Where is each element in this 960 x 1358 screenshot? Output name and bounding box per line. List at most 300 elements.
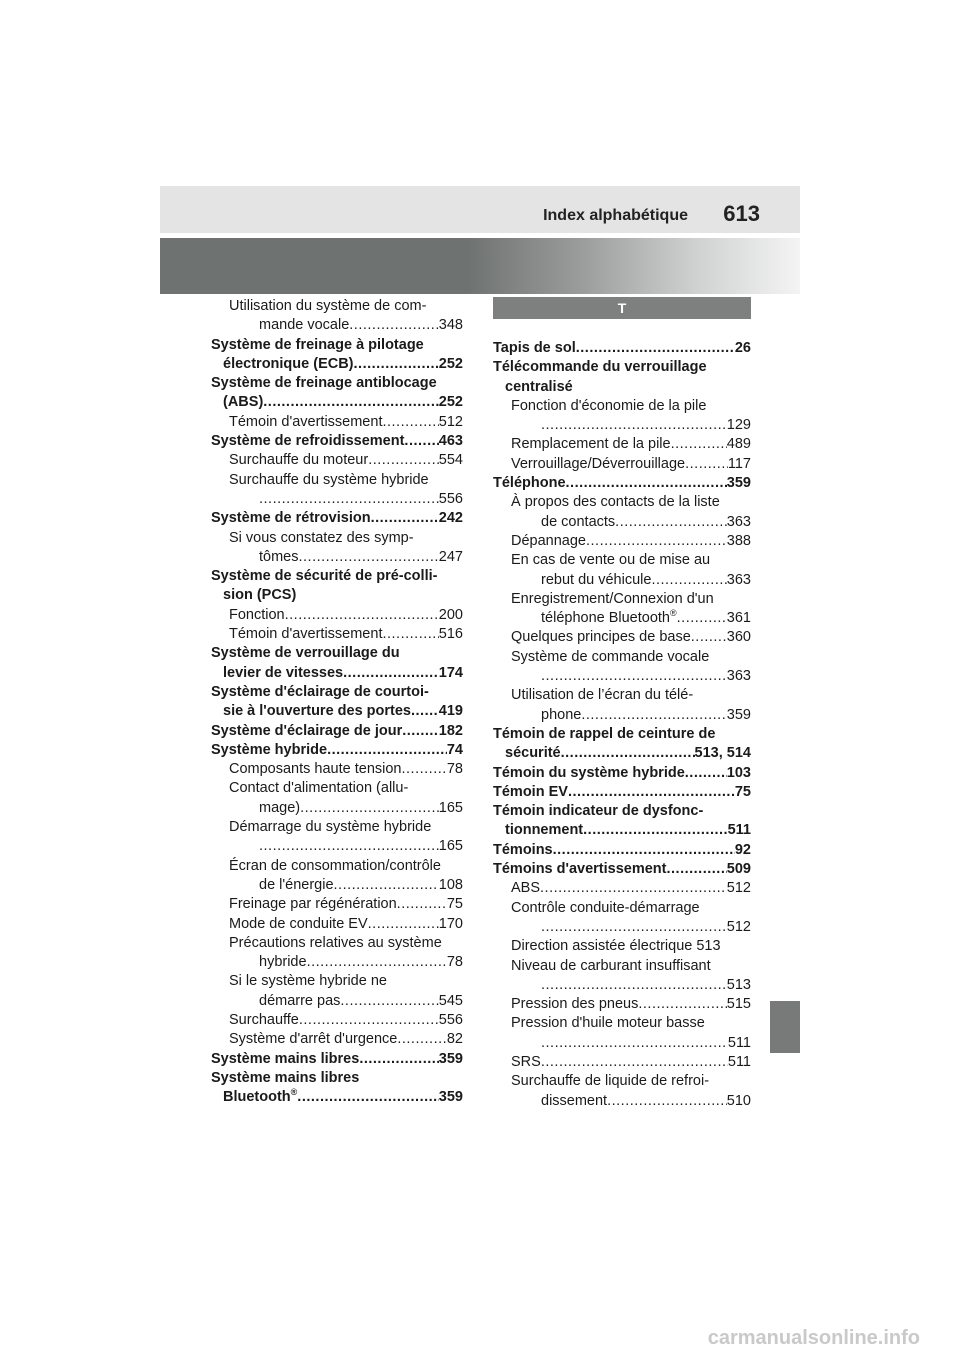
- entry-page: 174: [438, 664, 463, 681]
- index-entry: [493, 1072, 751, 1111]
- entry-page: 512: [438, 413, 463, 430]
- entry-term-line: Enregistrement/Connexion d'un: [511, 590, 714, 607]
- entry-term: Témoins d'avertissement: [493, 861, 667, 878]
- entry-term-line: Précautions relatives au système: [229, 934, 442, 951]
- entry-page: 388: [726, 532, 751, 549]
- entry-term-line: Écran de consommation/contrôle: [229, 857, 441, 874]
- entry-term-last: [223, 393, 263, 412]
- entry-page: 170: [438, 915, 463, 932]
- index-entry-row: [229, 606, 463, 625]
- index-entry: [211, 336, 463, 375]
- entry-term: Direction assistée électrique 513: [511, 938, 721, 955]
- dot-leader: [541, 918, 727, 937]
- index-entry-row: [511, 667, 751, 686]
- index-entry: [493, 1053, 751, 1072]
- index-entry-row: [511, 571, 751, 590]
- index-entry-row: [493, 764, 751, 783]
- entry-page: 359: [438, 1050, 463, 1067]
- dot-leader: [671, 435, 727, 454]
- entry-term: Remplacement de la pile: [511, 436, 671, 453]
- entry-term-line: En cas de vente ou de mise au: [511, 552, 711, 569]
- dot-leader: [615, 513, 727, 532]
- index-entry-row: [229, 915, 463, 934]
- index-entry: [211, 1069, 463, 1108]
- dot-leader: [586, 532, 727, 551]
- entry-term: ABS: [511, 880, 541, 897]
- index-entry: [493, 802, 751, 841]
- entry-term: Quelques principes de base: [511, 629, 691, 646]
- index-entry: [493, 590, 751, 629]
- index-entry-row: [493, 474, 751, 493]
- dot-leader: [561, 744, 695, 763]
- entry-term: Témoin d'avertissement: [229, 413, 383, 430]
- index-entry-row: [511, 976, 751, 995]
- entry-term-last: [505, 744, 561, 763]
- index-entry-row: [211, 355, 463, 374]
- entry-page: 78: [446, 954, 463, 971]
- index-entry-row: [229, 799, 463, 818]
- index-entry: [211, 818, 463, 857]
- entry-term-last: [259, 799, 300, 818]
- index-entry: [493, 686, 751, 725]
- index-entry: [211, 915, 463, 934]
- entry-term-last: [505, 821, 583, 840]
- index-entry: [493, 957, 751, 996]
- entry-page: 509: [726, 861, 751, 878]
- index-entry: [493, 474, 751, 493]
- entry-term-line: Utilisation du système de com-: [229, 298, 427, 314]
- dot-leader: [576, 339, 735, 358]
- dot-leader: [263, 393, 439, 412]
- entry-term-line: Système de verrouillage du: [211, 645, 400, 662]
- dot-leader: [259, 490, 439, 509]
- index-entry: [493, 841, 751, 860]
- index-entry: [493, 648, 751, 687]
- entry-term-line: Système de freinage à pilotage: [211, 336, 424, 353]
- entry-term: Système hybride: [211, 741, 328, 758]
- index-entry: [211, 779, 463, 818]
- entry-page: 511: [727, 822, 751, 839]
- index-entry-row: [211, 741, 463, 760]
- entry-term-line: Utilisation de l’écran du télé-: [511, 687, 694, 704]
- entry-page: 545: [438, 992, 463, 1009]
- dot-leader: [371, 509, 439, 528]
- entry-page: 359: [726, 475, 751, 492]
- header-title: Index alphabétique: [543, 207, 688, 224]
- dot-leader: [540, 879, 727, 898]
- index-entry-row: [229, 1030, 463, 1049]
- index-entry: [211, 451, 463, 470]
- index-entry-row: [511, 1034, 751, 1053]
- index-entry: [211, 297, 463, 336]
- entry-term-line: Système de freinage antiblocage: [211, 375, 437, 392]
- index-entry: [493, 435, 751, 454]
- index-entry: [493, 899, 751, 938]
- index-entry: [493, 995, 751, 1014]
- entry-term-text: dissement: [541, 1092, 608, 1109]
- dot-leader: [259, 837, 439, 856]
- registered-mark: ®: [290, 1087, 298, 1098]
- page-header: [160, 186, 800, 233]
- entry-term-line: Pression d'huile moteur basse: [511, 1015, 705, 1032]
- entry-page: 82: [446, 1031, 463, 1048]
- entry-page: 511: [727, 1034, 751, 1051]
- entry-term: Dépannage: [511, 532, 586, 549]
- entry-term-text: phone: [541, 706, 582, 723]
- entry-term-line: Système mains libres: [211, 1069, 360, 1086]
- entry-page: 359: [438, 1089, 463, 1106]
- entry-term-line: Contact d'alimentation (allu-: [229, 780, 409, 797]
- index-entry: [493, 879, 751, 898]
- index-entry-row: [511, 1053, 751, 1072]
- index-entry: [493, 764, 751, 783]
- entry-term-text: (ABS): [223, 394, 264, 411]
- dot-leader: [402, 722, 439, 741]
- entry-page: 78: [446, 761, 463, 778]
- entry-term: Témoin du système hybride: [493, 764, 685, 781]
- index-entry: [211, 1030, 463, 1049]
- entry-page: 165: [438, 838, 463, 855]
- entry-term-last: [259, 548, 299, 567]
- entry-page: 512: [726, 918, 751, 935]
- index-entry-row: [511, 609, 751, 628]
- dot-leader: [368, 915, 439, 934]
- entry-term: SRS: [511, 1053, 541, 1070]
- index-entry-row: [229, 876, 463, 895]
- dot-leader: [300, 799, 439, 818]
- index-entry-row: [211, 722, 463, 741]
- entry-term: Mode de conduite EV: [229, 915, 368, 932]
- entry-term-line: sion (PCS): [223, 587, 297, 604]
- entry-term: Système de rétrovision: [211, 510, 371, 527]
- index-entry-row: [229, 837, 463, 856]
- entry-page: 489: [726, 436, 751, 453]
- entry-term-text: démarre pas: [259, 992, 341, 1009]
- entry-term-line: Télécommande du verrouillage: [493, 359, 707, 376]
- entry-page: 556: [438, 490, 463, 507]
- entry-page: 92: [734, 841, 751, 858]
- index-entry: [211, 857, 463, 896]
- dot-leader: [354, 355, 439, 374]
- index-entry: [211, 413, 463, 432]
- dot-leader: [566, 474, 727, 493]
- index-column-right: [493, 297, 751, 1111]
- index-entry: [211, 741, 463, 760]
- entry-term-last: [541, 1092, 607, 1111]
- entry-page: 363: [726, 668, 751, 685]
- entry-term-line: Système d'éclairage de courtoi-: [211, 683, 429, 700]
- entry-term-text: électronique (ECB): [223, 355, 354, 372]
- entry-page: 360: [726, 629, 751, 646]
- dot-leader: [677, 609, 727, 628]
- entry-page: 247: [438, 548, 463, 565]
- entry-page: 117: [727, 455, 751, 472]
- entry-term-line: Fonction d'économie de la pile: [511, 397, 707, 414]
- dot-leader: [541, 1053, 728, 1072]
- dot-leader: [685, 455, 728, 474]
- entry-term-text: de l'énergie: [259, 876, 334, 893]
- entry-term-text: sécurité: [505, 745, 561, 762]
- index-entry: [211, 471, 463, 510]
- entry-term: Témoin EV: [493, 783, 568, 800]
- index-entry-row: [211, 393, 463, 412]
- entry-term-last: [259, 876, 334, 895]
- entry-page: 165: [438, 799, 463, 816]
- dot-leader: [299, 1011, 439, 1030]
- entry-term: Pression des pneus: [511, 996, 639, 1013]
- dot-leader: [583, 821, 727, 840]
- index-entry: [493, 532, 751, 551]
- entry-page: 515: [726, 996, 751, 1013]
- entry-term-last: [541, 513, 615, 532]
- entry-page: 75: [446, 896, 463, 913]
- section-tab: [770, 1001, 800, 1053]
- index-entry-row: [229, 953, 463, 972]
- registered-mark: ®: [670, 608, 677, 619]
- entry-term-last: [223, 1088, 297, 1107]
- index-entry: [493, 455, 751, 474]
- index-entry: [211, 895, 463, 914]
- entry-page: 75: [734, 783, 751, 800]
- index-entry: [211, 606, 463, 625]
- dot-leader: [343, 664, 439, 683]
- entry-term-last: [259, 992, 340, 1011]
- index-entry: [211, 374, 463, 413]
- entry-term-text: tionnement: [505, 822, 584, 839]
- index-entry: [493, 783, 751, 802]
- index-entry: [493, 860, 751, 879]
- entry-term-last: [541, 706, 581, 725]
- entry-page: 348: [438, 317, 463, 334]
- page-number: 613: [723, 201, 760, 226]
- entry-term-text: levier de vitesses: [223, 664, 344, 681]
- entry-page: 463: [438, 433, 463, 450]
- entry-term-text: téléphone Bluetooth: [541, 610, 670, 627]
- entry-page: 359: [726, 706, 751, 723]
- entry-page: 252: [438, 394, 463, 411]
- index-entry-row: [493, 860, 751, 879]
- index-entry-row: [511, 706, 751, 725]
- entry-term: Système mains libres: [211, 1050, 360, 1067]
- index-entry: [493, 551, 751, 590]
- entry-term-line: Surchauffe du système hybride: [229, 471, 429, 488]
- entry-term-line: Contrôle conduite-démarrage: [511, 899, 700, 916]
- index-entry-row: [211, 664, 463, 683]
- entry-page: 26: [734, 340, 751, 356]
- entry-term: Téléphone: [493, 475, 566, 492]
- entry-term-text: hybride: [259, 954, 307, 971]
- dot-leader: [382, 413, 438, 432]
- index-entry: [211, 567, 463, 606]
- index-entry-row: [211, 1050, 463, 1069]
- index-entry-row: [511, 879, 751, 898]
- entry-page: 361: [726, 610, 751, 627]
- dot-leader: [402, 760, 447, 779]
- index-entry: [493, 397, 751, 436]
- index-entry-row: [511, 628, 751, 647]
- entry-term-text: de contacts: [541, 513, 616, 530]
- entry-term-line: À propos des contacts de la liste: [511, 494, 720, 511]
- entry-page: 103: [726, 764, 751, 781]
- entry-page: 108: [438, 876, 463, 893]
- index-entry: [211, 760, 463, 779]
- entry-term-line: centralisé: [505, 378, 573, 395]
- index-entry: [211, 509, 463, 528]
- entry-term-last: [223, 664, 343, 683]
- index-entry-row: [493, 744, 751, 763]
- index-entry-row: [229, 548, 463, 567]
- entry-term-last: [259, 953, 307, 972]
- dot-leader: [411, 702, 439, 721]
- dot-leader: [299, 548, 439, 567]
- entry-term-last: [541, 571, 651, 590]
- header-band: [160, 238, 800, 294]
- entry-page: 419: [438, 703, 463, 720]
- index-entry-row: [511, 1092, 751, 1111]
- entry-page: 512: [726, 880, 751, 897]
- entry-term: Surchauffe du moteur: [229, 452, 369, 469]
- index-entry-row: [229, 316, 463, 335]
- dot-leader: [638, 995, 726, 1014]
- index-entry: [493, 1014, 751, 1053]
- index-entry-row: [511, 416, 751, 435]
- entry-page: 510: [726, 1092, 751, 1109]
- index-entry: [211, 529, 463, 568]
- entry-term-last: [259, 316, 349, 335]
- index-entry: [211, 1050, 463, 1069]
- index-entry-row: [511, 435, 751, 454]
- index-entry-row: [211, 1088, 463, 1107]
- index-entry-row: [493, 841, 751, 860]
- entry-term-line: Si vous constatez des symp-: [229, 529, 414, 546]
- entry-term-last: [541, 609, 677, 628]
- index-entry-row: [493, 821, 751, 840]
- entry-term: Surchauffe: [229, 1011, 299, 1028]
- index-column-left: [211, 297, 463, 1107]
- dot-leader: [340, 992, 438, 1011]
- dot-leader: [327, 741, 447, 760]
- entry-term-line: Témoin indicateur de dysfonc-: [493, 803, 704, 820]
- entry-term-text: rebut du véhicule: [541, 571, 652, 588]
- index-entry: [211, 432, 463, 451]
- entry-term-line: Surchauffe de liquide de refroi-: [511, 1073, 710, 1090]
- entry-term: Fonction: [229, 606, 285, 623]
- index-entry: [493, 493, 751, 532]
- entry-term: Composants haute tension: [229, 761, 402, 778]
- index-entry: [211, 625, 463, 644]
- dot-leader: [581, 706, 726, 725]
- index-entry-row: [229, 992, 463, 1011]
- index-entry: [493, 358, 751, 397]
- index-entry: [211, 1011, 463, 1030]
- entry-page: 513, 514: [694, 745, 751, 762]
- index-entry-row: [511, 532, 751, 551]
- entry-term: Système de refroidissement: [211, 433, 405, 450]
- dot-leader: [297, 1088, 439, 1107]
- index-entry-row: [511, 513, 751, 532]
- entry-term-line: Niveau de carburant insuffisant: [511, 957, 711, 974]
- entry-term-last: [223, 702, 411, 721]
- dot-leader: [541, 416, 727, 435]
- index-entry: [493, 937, 751, 956]
- dot-leader: [404, 432, 438, 451]
- entry-term-line: Système de sécurité de pré-colli-: [211, 568, 438, 585]
- dot-leader: [285, 606, 439, 625]
- entry-page: 242: [438, 510, 463, 527]
- entry-term-line: Système de commande vocale: [511, 648, 710, 665]
- index-entry-row: [229, 760, 463, 779]
- entry-page: 363: [726, 513, 751, 530]
- entry-page: 252: [438, 355, 463, 372]
- index-entry-row: [229, 1011, 463, 1030]
- dot-leader: [397, 895, 447, 914]
- entry-term-line: Si le système hybride ne: [229, 973, 387, 990]
- entry-term-text: sie à l'ouverture des portes: [223, 703, 411, 720]
- index-entry: [493, 339, 751, 358]
- dot-leader: [382, 625, 438, 644]
- index-entry-row: [211, 509, 463, 528]
- entry-term: Témoin d'avertissement: [229, 626, 383, 643]
- dot-leader: [568, 783, 735, 802]
- entry-term: Témoins: [493, 841, 553, 858]
- dot-leader: [666, 860, 726, 879]
- index-entry-row: [511, 455, 751, 474]
- dot-leader: [651, 571, 726, 590]
- entry-term-text: tômes: [259, 548, 299, 565]
- entry-term-text: mande vocale: [259, 317, 350, 334]
- index-entry-row: [211, 702, 463, 721]
- entry-page: 129: [726, 417, 751, 434]
- index-entry: [493, 725, 751, 764]
- index-entry: [211, 972, 463, 1011]
- entry-term: Freinage par régénération: [229, 896, 397, 913]
- entry-term: Verrouillage/Déverrouillage: [511, 455, 686, 472]
- dot-leader: [397, 1030, 447, 1049]
- entry-term: Système d'arrêt d'urgence: [229, 1031, 398, 1048]
- dot-leader: [685, 764, 727, 783]
- entry-term-text: Bluetooth: [223, 1089, 291, 1106]
- dot-leader: [691, 628, 727, 647]
- index-entry-row: [229, 895, 463, 914]
- dot-leader: [359, 1050, 438, 1069]
- dot-leader: [307, 953, 447, 972]
- entry-page: 516: [438, 626, 463, 643]
- index-entry-row: [229, 451, 463, 470]
- index-entry-row: [211, 432, 463, 451]
- entry-page: 182: [438, 722, 463, 739]
- index-entries-right: [493, 339, 751, 1111]
- dot-leader: [541, 1034, 728, 1053]
- dot-leader: [607, 1092, 727, 1111]
- index-entry: [211, 934, 463, 973]
- index-entry: [211, 683, 463, 722]
- index-entry: [211, 722, 463, 741]
- entry-page: 556: [438, 1011, 463, 1028]
- dot-leader: [334, 876, 439, 895]
- index-entry-row: [229, 413, 463, 432]
- letter-header: T: [493, 297, 751, 319]
- index-entry-row: [229, 490, 463, 509]
- entry-term: Tapis de sol: [493, 340, 576, 356]
- dot-leader: [541, 667, 727, 686]
- entry-page: 554: [438, 452, 463, 469]
- entry-page: 74: [446, 741, 463, 758]
- entry-term: Système d'éclairage de jour: [211, 722, 403, 739]
- index-entry: [493, 628, 751, 647]
- index-entry-row: [493, 339, 751, 358]
- entry-term-text: mage): [259, 799, 301, 816]
- entry-page: 200: [438, 606, 463, 623]
